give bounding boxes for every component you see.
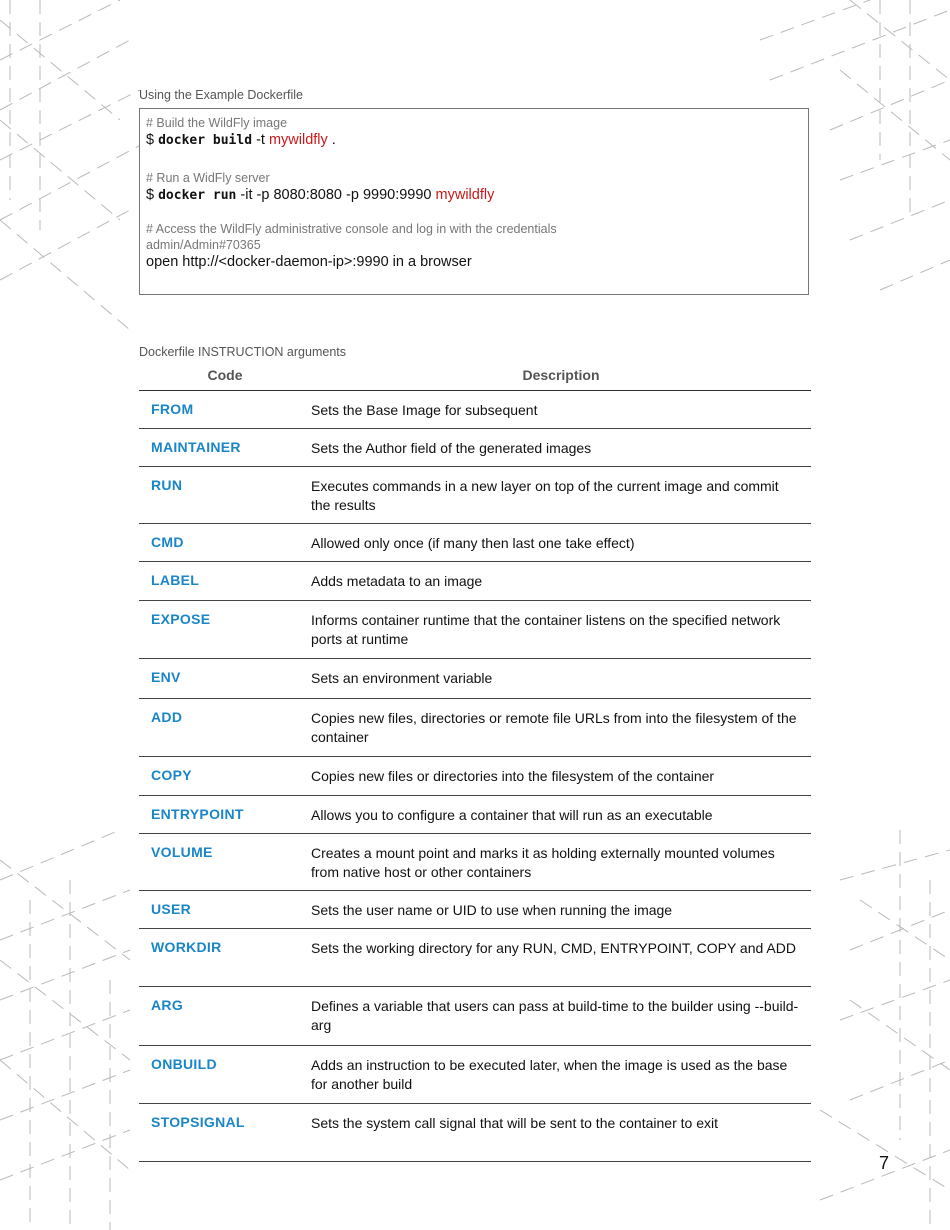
code-box xyxy=(139,108,809,295)
table-row xyxy=(139,524,811,562)
build-prompt: $ xyxy=(146,132,155,148)
instruction-code: ENV xyxy=(151,669,181,685)
instruction-description: Defines a variable that users can pass at build-time to the builder using --build-arg xyxy=(311,998,799,1033)
build-tail: . xyxy=(331,132,336,148)
table-row xyxy=(139,987,811,1046)
instruction-description: Adds metadata to an image xyxy=(311,573,483,589)
instruction-code: WORKDIR xyxy=(151,939,222,955)
instruction-code: ONBUILD xyxy=(151,1056,217,1072)
run-command-line xyxy=(146,186,802,205)
instruction-description: Sets the system call signal that will be sent to the container to exit xyxy=(311,1115,718,1131)
table-row xyxy=(139,659,811,699)
table-row xyxy=(139,757,811,796)
table-row xyxy=(139,834,811,891)
build-command-line xyxy=(146,131,802,150)
instruction-code: USER xyxy=(151,901,192,917)
section-caption-instructions: Dockerfile INSTRUCTION arguments xyxy=(139,345,346,359)
table-row xyxy=(139,796,811,834)
run-args: -it -p 8080:8080 -p 9990:9990 xyxy=(240,187,432,203)
instruction-code: ADD xyxy=(151,709,183,725)
instruction-description: Creates a mount point and marks it as holding externally mounted volumes from native host or other containers xyxy=(311,845,775,880)
instruction-code: MAINTAINER xyxy=(151,439,241,455)
build-comment: # Build the WildFly image xyxy=(146,116,288,130)
table-row xyxy=(139,601,811,659)
instruction-description: Informs container runtime that the container listens on the specified network ports at runtime xyxy=(311,612,781,647)
instruction-description: Sets the Author field of the generated images xyxy=(311,440,592,456)
instruction-code: ENTRYPOINT xyxy=(151,806,244,822)
header-code: Code xyxy=(207,367,243,383)
table-row xyxy=(139,562,811,601)
access-comment-line1: # Access the WildFly administrative console and log in with the credentials xyxy=(146,222,557,236)
instruction-description: Copies new files, directories or remote file URLs from into the filesystem of the container xyxy=(311,710,797,745)
section-caption-example: Using the Example Dockerfile xyxy=(139,88,303,102)
build-flag: -t xyxy=(256,132,265,148)
table-row xyxy=(139,391,811,429)
instruction-description: Sets the Base Image for subsequent xyxy=(311,402,538,418)
instruction-code: ARG xyxy=(151,997,184,1013)
instruction-code: COPY xyxy=(151,767,192,783)
instruction-table xyxy=(139,365,811,1162)
table-row xyxy=(139,929,811,987)
instruction-description: Executes commands in a new layer on top of the current image and commit the results xyxy=(311,478,779,513)
instruction-description: Allows you to configure a container that will run as an executable xyxy=(311,807,713,823)
instruction-code: LABEL xyxy=(151,572,200,588)
instruction-code: RUN xyxy=(151,477,183,493)
instruction-description: Sets the user name or UID to use when running the image xyxy=(311,902,673,918)
page-number: 7 xyxy=(879,1153,890,1173)
instruction-code: CMD xyxy=(151,534,184,550)
instruction-code: EXPOSE xyxy=(151,611,211,627)
instruction-description: Copies new files or directories into the filesystem of the container xyxy=(311,768,715,784)
instruction-description: Sets an environment variable xyxy=(311,670,493,686)
build-image-name: mywildfly xyxy=(268,132,328,148)
instruction-description: Adds an instruction to be executed later, when the image is used as the base for another build xyxy=(311,1057,788,1092)
run-command: docker run xyxy=(158,188,237,203)
run-image-name: mywildfly xyxy=(435,187,495,203)
access-comment-line2: admin/Admin#70365 xyxy=(146,238,261,252)
table-row xyxy=(139,891,811,929)
open-browser-line: open http://<docker-daemon-ip>:9990 in a browser xyxy=(146,254,472,270)
table-row xyxy=(139,1104,811,1162)
header-description: Description xyxy=(522,367,600,383)
build-command: docker build xyxy=(158,133,253,148)
run-prompt: $ xyxy=(146,187,155,203)
run-comment: # Run a WidFly server xyxy=(146,171,270,185)
table-header xyxy=(139,365,811,391)
table-row xyxy=(139,1046,811,1104)
table-row xyxy=(139,467,811,524)
table-row xyxy=(139,699,811,757)
instruction-code: STOPSIGNAL xyxy=(151,1114,245,1130)
instruction-description: Sets the working directory for any RUN, CMD, ENTRYPOINT, COPY and ADD xyxy=(311,940,796,956)
table-row xyxy=(139,429,811,467)
instruction-code: FROM xyxy=(151,401,194,417)
instruction-code: VOLUME xyxy=(151,844,213,860)
instruction-description: Allowed only once (if many then last one take effect) xyxy=(311,535,635,551)
